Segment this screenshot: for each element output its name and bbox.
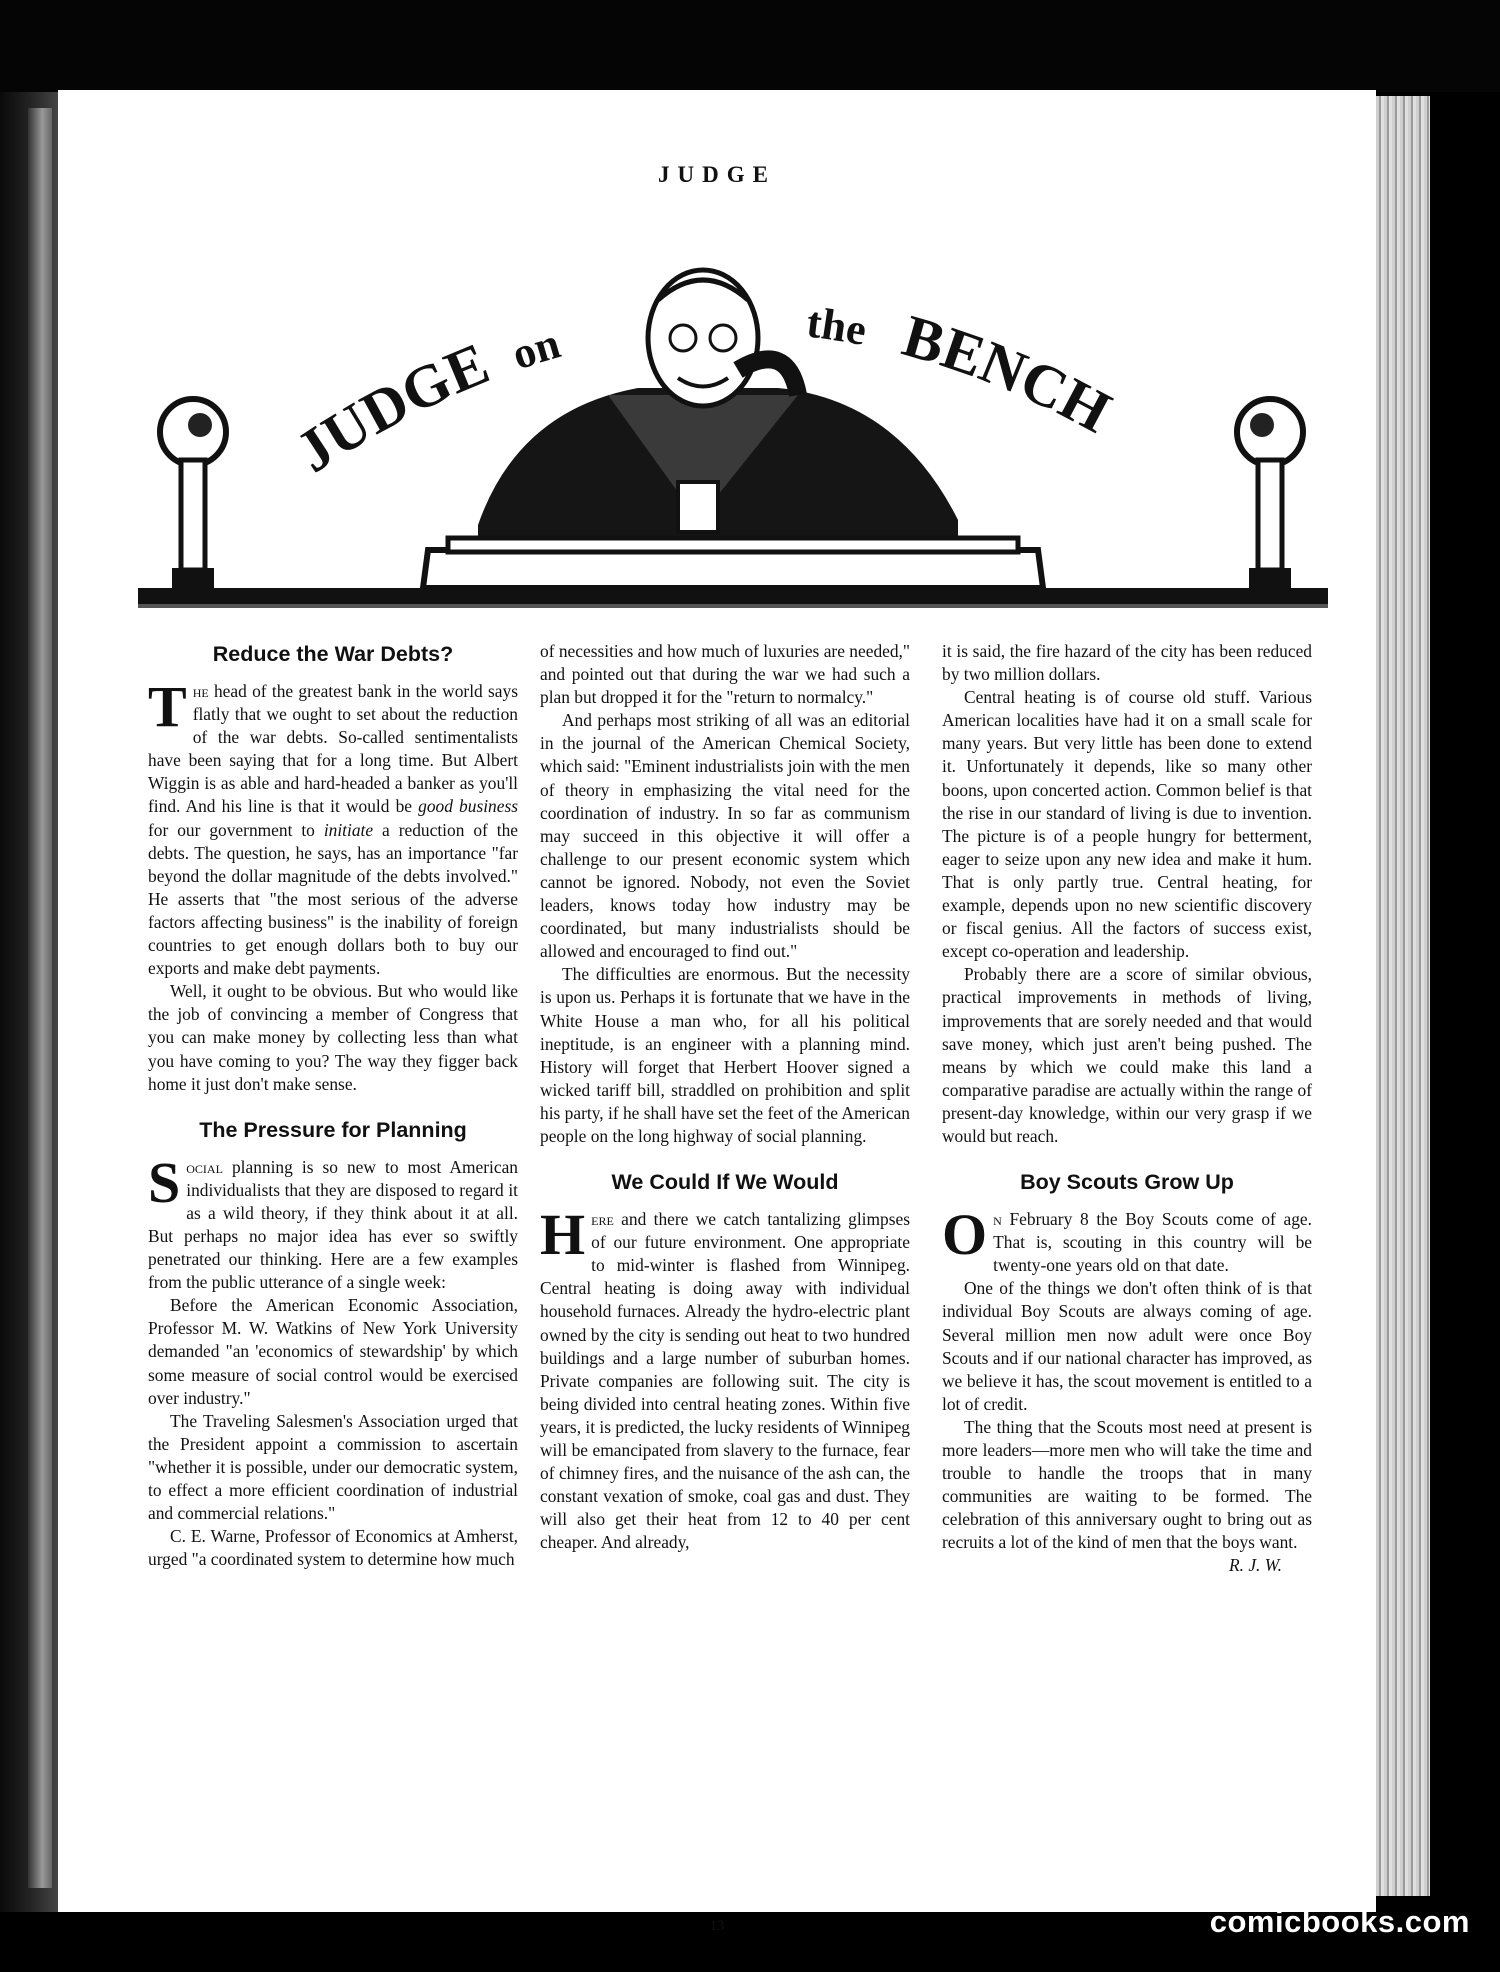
judge-bench-illustration	[138, 220, 1328, 615]
article-paragraph: of necessities and how much of luxuries are needed," and pointed out that during the war we had such a plan but dropped it for the "return to normalcy."	[540, 641, 910, 708]
column-2	[540, 640, 910, 1554]
judge-figure-icon	[478, 270, 958, 550]
scan-shadow	[1430, 96, 1500, 1896]
article-paragraph: it is said, the fire hazard of the city has been reduced by two million dollars.	[942, 641, 1312, 685]
banner-word-bench: BENCH	[895, 302, 1122, 446]
drop-cap: H	[540, 1202, 586, 1268]
article-paragraph: Probably there are a score of similar obvious, practical improvements in methods of living, improvements that are sorely needed and that would save money, which just aren't being pushed. The means by which we could make this land a comparative paradise are actually within the range of present-day knowledge, within our very grasp if we would but reach.	[942, 964, 1312, 1146]
banner-word-on: on	[506, 318, 566, 380]
article-paragraph: C. E. Warne, Professor of Economics at Amherst, urged "a coordinated system to determine how much	[148, 1526, 518, 1570]
article-paragraph: Before the American Economic Association, Professor M. W. Watkins of New York University demanded "an 'economics of stewardship' by which some measure of social control would be exercised over industry."	[148, 1295, 518, 1408]
banner-word-the: the	[804, 297, 871, 356]
article-paragraph: The thing that the Scouts most need at present is more leaders—more men who will take the time and trouble to handle the troops that in many communities are waiting to be formed. The celebration of this anniversary ought to bring out as recruits a lot of the kind of men that the boys want.	[942, 1416, 1312, 1553]
masthead: JUDGE	[658, 162, 776, 187]
article-paragraph: And perhaps most striking of all was an editorial in the journal of the American Chemical Society, which said: "Eminent industrialists join with the men of theory in emphasizing the vital need for the coordination of industry. In so far as communism may succeed in this objective it will offer a challenge to our present economic system which cannot be ignored. Nobody, not even the Soviet leaders, knows today how industry may be coordinated, but many industrialists should be allowed and encouraged to find out."	[540, 710, 910, 962]
article-paragraph: Here and there we catch tantalizing glimpses of our future environment. One appropriate to mid-winter is flashed from Winnipeg. Central heating is doing away with individual household furnaces. Already the hydro-electric plant owned by the city is sending out heat to two hundred buildings and a large number of suburban homes. Private companies are following suit. The city is being divided into central heating zones. Within five years, it is predicted, the lucky residents of Winnipeg will be emancipated from slavery to the furnace, fear of chimney fires, and the nuisance of the ash can, the constant vexation of smoke, coal gas and dust. They will also get their heat from 12 to 40 per cent cheaper. And already,	[540, 1202, 910, 1553]
article-paragraph: Central heating is of course old stuff. Various American localities have had it on a small scale for many years. But very little has been done to extend it. Unfortunately it depends, like so many other boons, upon concerted action. Common belief is that the rise in our standard of living is due to invention. The picture is of a people hungry for betterment, eager to seize upon any new idea and make it hum. That is only partly true. Central heating, for example, depends upon no new scientific discovery or fiscal genius. All the factors of success exist, except co-operation and leadership.	[942, 687, 1312, 962]
article-paragraph: The Traveling Salesmen's Association urged that the President appoint a commission to ascertain "whether it is possible, under our democratic system, to effect a more efficient coordination of industrial and commercial relations."	[148, 1410, 518, 1524]
bench-top	[423, 550, 1043, 588]
article-paragraph: The head of the greatest bank in the world says flatly that we ought to set about the reduction of the war debts. So-called sentimentalists have been saying that for a long time. But Albert Wiggin is as able and hard-headed a banker as you'll find. And his line is that it would be good business for our government to initiate a reduction of the debts. The question, he says, has an importance "far beyond the dollar magnitude of the debts involved." He asserts that "the most serious of the adverse factors affecting business" is the inability of foreign countries to get enough dollars both to buy our exports and make debt payments.	[148, 674, 518, 979]
drop-cap: T	[148, 674, 187, 739]
article-paragraph: On February 8 the Boy Scouts come of age. That is, scouting in this country will be twenty-one years old on that date.	[942, 1202, 1312, 1276]
drop-cap: O	[942, 1202, 988, 1268]
article-heading: The Pressure for Planning	[199, 1117, 467, 1142]
article-heading: We Could If We Would	[611, 1170, 839, 1195]
article-paragraph: Social planning is so new to most American individualists that they are disposed to regard it as a wild theory, if they think about it at all. But perhaps no major idea has ever so swiftly penetrated our thinking. Here are a few examples from the public utterance of a single week:	[148, 1149, 518, 1293]
scan-background	[0, 0, 1500, 92]
author-signature: R. J. W.	[1229, 1555, 1282, 1576]
banner-word-judge: JUDGE	[284, 329, 498, 486]
banner-illustration	[138, 220, 1328, 615]
drop-cap: S	[148, 1149, 181, 1215]
page-number: 13	[709, 1918, 725, 1934]
binding-spine	[28, 108, 52, 1888]
right-lamp-icon	[1237, 399, 1303, 588]
column-1	[148, 640, 518, 1571]
article-heading: Reduce the War Debts?	[212, 642, 454, 666]
article-paragraph: Well, it ought to be obvious. But who would like the job of convincing a member of Congress that you can make money by collecting less than what you have coming to you? The way they figger back home it just don't make sense.	[148, 981, 518, 1094]
article-heading: Boy Scouts Grow Up	[1020, 1170, 1234, 1195]
article-paragraph: One of the things we don't often think of is that individual Boy Scouts are always coming of age. Several million men now adult were once Boy Scouts and if our national character has improved, as we believe it has, the scout movement is entitled to a lot of credit.	[942, 1278, 1312, 1414]
page-stack-edge	[1376, 96, 1430, 1896]
column-3	[942, 640, 1312, 1578]
left-lamp-icon	[160, 399, 226, 588]
article-paragraph: The difficulties are enormous. But the necessity is upon us. Perhaps it is fortunate that we have in the White House a man who, for all his political ineptitude, is an engineer with a planning mind. History will forget that Herbert Hoover signed a wicked tariff bill, straddled on prohibition and split his party, if he shall have set the feet of the American people on the long highway of social planning.	[540, 964, 910, 1146]
source-watermark: comicbooks.com	[1209, 1904, 1470, 1939]
